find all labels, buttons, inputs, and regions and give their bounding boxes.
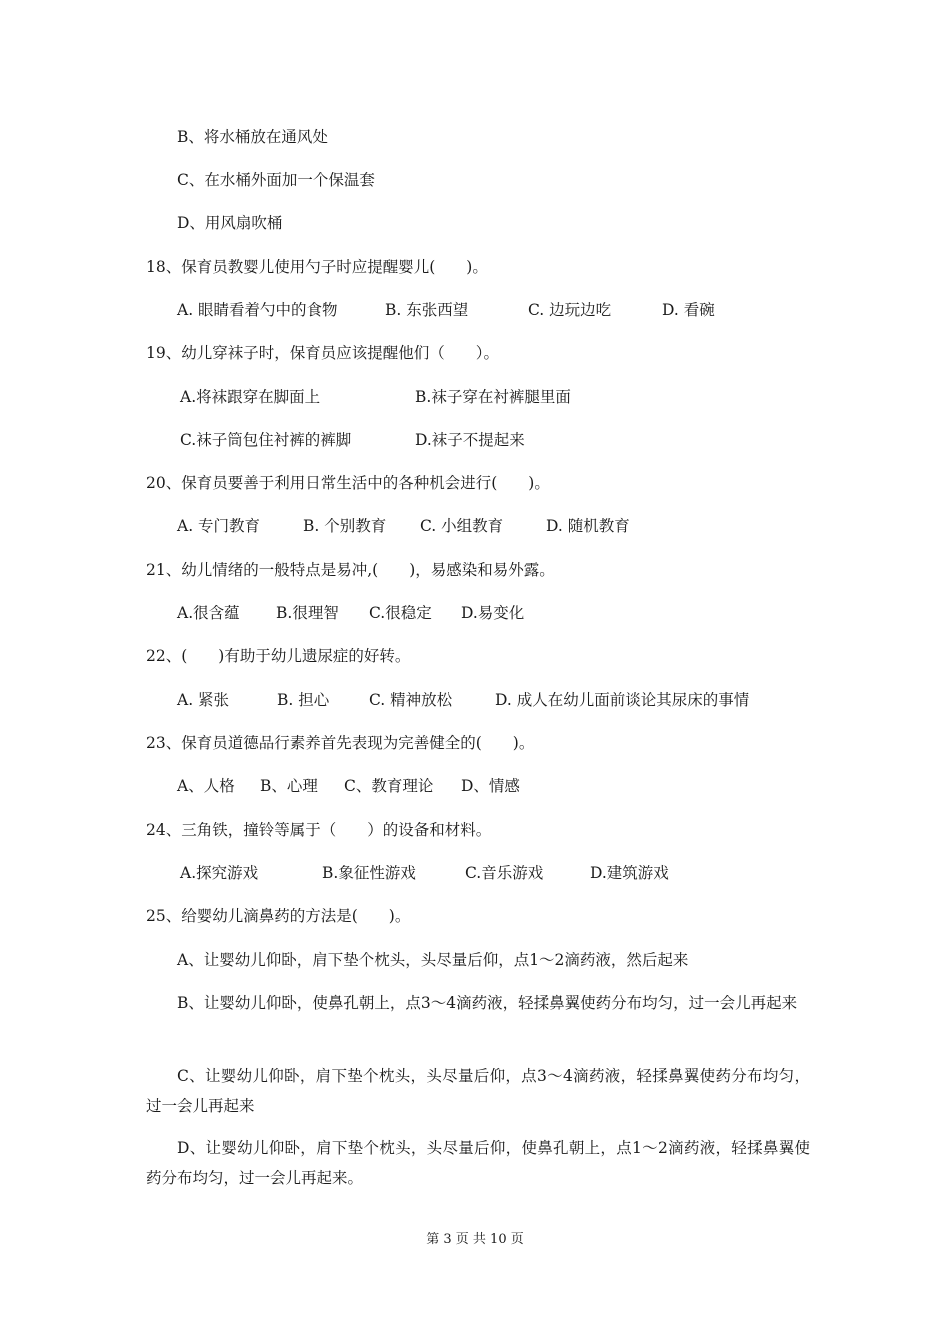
q22-stem: 22、( )有助于幼儿遗尿症的好转。 [146,647,411,665]
q22-option-b: B. 担心 [277,691,330,709]
q24-option-b: B.象征性游戏 [322,864,416,882]
q20-option-b: B. 个别教育 [303,517,387,535]
q18-stem: 18、保育员教婴儿使用勺子时应提醒婴儿( )。 [146,258,488,276]
q18-option-d: D. 看碗 [662,301,715,319]
q21-option-b: B.很理智 [276,604,339,622]
q21-option-c: C.很稳定 [369,604,432,622]
q22-option-a: A. 紧张 [177,691,230,709]
q19-option-d: D.袜子不提起来 [415,431,525,449]
q23-option-d: D、情感 [461,777,520,795]
q17-option-c: C、在水桶外面加一个保温套 [177,171,375,189]
q24-stem: 24、三角铁，撞铃等属于（ ）的设备和材料。 [146,821,492,839]
q25-option-c: C、让婴幼儿仰卧，肩下垫个枕头，头尽量后仰，点3～4滴药液，轻揉鼻翼使药分布均匀，过一会儿再起来 [146,1067,810,1115]
q25-option-a: A、让婴幼儿仰卧，肩下垫个枕头，头尽量后仰，点1～2滴药液，然后起来 [177,951,689,969]
q18-option-a: A. 眼睛看着勺中的食物 [177,301,338,319]
q22-option-d: D. 成人在幼儿面前谈论其尿床的事情 [495,691,750,709]
q18-option-c: C. 边玩边吃 [528,301,612,319]
q23-option-a: A、人格 [177,777,235,795]
q22-option-c: C. 精神放松 [369,691,453,709]
page-number-footer: 第 3 页 共 10 页 [426,1232,524,1247]
q25-option-b: B、让婴幼儿仰卧，使鼻孔朝上，点3～4滴药液，轻揉鼻翼使药分布均匀，过一会儿再起来 [177,994,798,1012]
q20-stem: 20、保育员要善于利用日常生活中的各种机会进行( )。 [146,474,550,492]
q23-stem: 23、保育员道德品行素养首先表现为完善健全的( )。 [146,734,535,752]
q21-stem: 21、幼儿情绪的一般特点是易冲,( )，易感染和易外露。 [146,561,555,579]
q20-option-d: D. 随机教育 [546,517,630,535]
q17-option-b: B、将水桶放在通风处 [177,128,328,146]
q24-option-d: D.建筑游戏 [590,864,669,882]
q19-option-c: C.袜子筒包住衬裤的裤脚 [180,431,352,449]
q17-option-d: D、用风扇吹桶 [177,214,283,232]
q19-stem: 19、幼儿穿袜子时，保育员应该提醒他们（ ）。 [146,344,499,362]
q21-option-d: D.易变化 [461,604,525,622]
q19-option-b: B.袜子穿在衬裤腿里面 [415,388,571,406]
q19-option-a: A.将袜跟穿在脚面上 [180,388,321,406]
q23-option-b: B、心理 [260,777,318,795]
q20-option-c: C. 小组教育 [420,517,504,535]
q20-option-a: A. 专门教育 [177,517,261,535]
q18-option-b: B. 东张西望 [385,301,469,319]
q23-option-c: C、教育理论 [344,777,434,795]
q25-option-d: D、让婴幼儿仰卧，肩下垫个枕头，头尽量后仰，使鼻孔朝上，点1～2滴药液，轻揉鼻翼使药分布均匀，过一会儿再起来。 [146,1139,810,1187]
q25-stem: 25、给婴幼儿滴鼻药的方法是( )。 [146,907,411,925]
q21-option-a: A.很含蕴 [177,604,240,622]
q24-option-a: A.探究游戏 [180,864,259,882]
q24-option-c: C.音乐游戏 [465,864,544,882]
